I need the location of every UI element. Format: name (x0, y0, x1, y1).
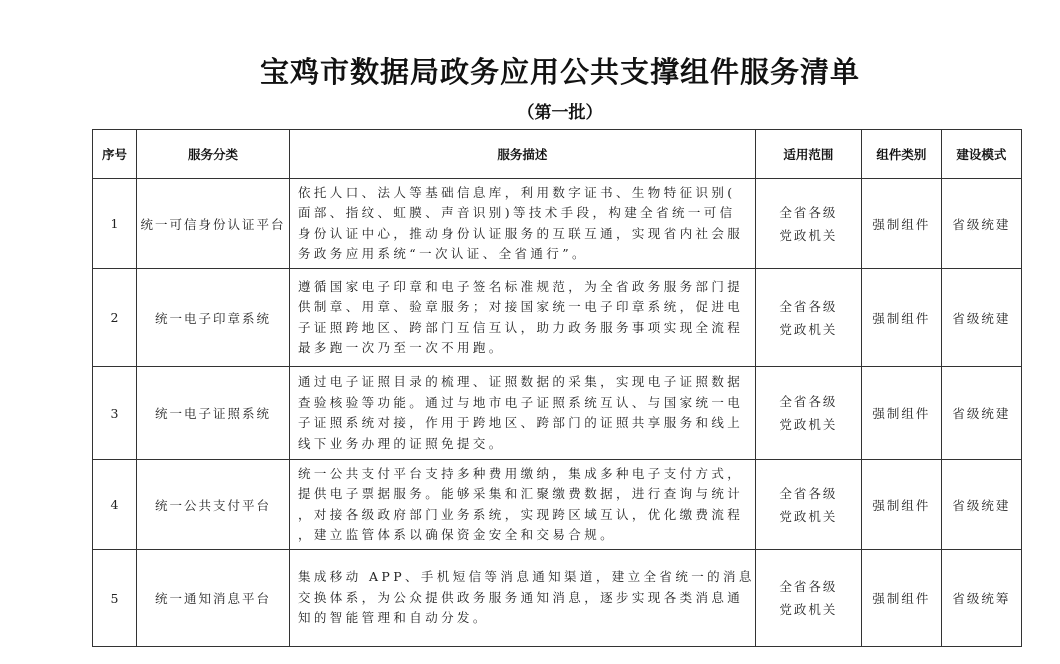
cell-build-mode: 省级统建 (941, 460, 1021, 550)
scope-line: 全省各级 (779, 298, 838, 314)
cell-description (290, 269, 756, 367)
cell-no: 1 (93, 179, 137, 269)
cell-build-mode: 省级统建 (941, 179, 1021, 269)
cell-description (290, 367, 756, 460)
scope-line: 党政机关 (779, 602, 838, 617)
cell-no: 5 (93, 550, 137, 647)
scope-line: 全省各级 (779, 394, 838, 409)
cell-component-type: 强制组件 (861, 550, 941, 647)
cell-category: 统一公共支付平台 (137, 460, 290, 550)
cell-build-mode: 省级统筹 (941, 550, 1021, 647)
description-line: 线下业务办理的证照免提交。 (298, 435, 505, 451)
cell-component-type: 强制组件 (861, 367, 941, 460)
scope-line: 全省各级 (779, 579, 838, 594)
description-line: 通过电子证照目录的梳理、证照数据的采集，实现电子证照数据 (298, 374, 744, 389)
description-line: 查验核验等功能。通过与地市电子证照系统互认、与国家统一电 (298, 394, 744, 410)
cell-no: 4 (93, 460, 137, 550)
description-line: 子证照系统对接，作用于跨地区、跨部门的证照共享服务和线上 (298, 415, 744, 430)
description-line: 面部、指纹、虹膜、声音识别)等技术手段，构建全省统一可信 (298, 205, 736, 220)
description-line: 统一公共支付平台支持多种费用缴纳，集成多种电子支付方式， (298, 465, 744, 481)
header-description: 服务描述 (290, 130, 756, 179)
table-row (93, 460, 1022, 550)
cell-build-mode: 省级统建 (941, 269, 1021, 367)
cell-component-type: 强制组件 (861, 460, 941, 550)
header-no: 序号 (93, 130, 137, 179)
description-line: 提供电子票据服务。能够采集和汇聚缴费数据，进行查询与统计 (298, 486, 744, 501)
cell-scope (755, 269, 861, 367)
table-row (93, 269, 1022, 367)
scope-line: 党政机关 (779, 227, 838, 243)
description-line: 知的智能管理和自动分发。 (298, 610, 489, 626)
cell-component-type: 强制组件 (861, 179, 941, 269)
cell-description (290, 460, 756, 550)
cell-no: 3 (93, 367, 137, 460)
cell-scope (755, 460, 861, 550)
description-line: ，对接各级政府部门业务系统，实现跨区域互认，优化缴费流程 (298, 506, 744, 522)
scope-line: 党政机关 (779, 417, 838, 432)
table-row (93, 550, 1022, 647)
cell-build-mode: 省级统建 (941, 367, 1021, 460)
scope-line: 党政机关 (779, 508, 838, 524)
document-title: 宝鸡市数据局政务应用公共支撑组件服务清单 (259, 55, 860, 89)
scope-line: 党政机关 (779, 321, 838, 337)
description-line: ，建立监管体系以确保资金安全和交易合规。 (298, 527, 617, 542)
description-line: 务政务应用系统“一次认证、全省通行”。 (298, 246, 588, 261)
cell-scope (755, 550, 861, 647)
cell-category: 统一可信身份认证平台 (137, 179, 290, 269)
cell-description (290, 179, 756, 269)
header-category: 服务分类 (137, 130, 290, 179)
description-line: 身份认证中心，推动身份认证服务的互联互通，实现省内社会服 (298, 225, 744, 241)
description-line: 遵循国家电子印章和电子签名标准规范，为全省政务服务部门提 (298, 278, 744, 294)
table-header-row (93, 130, 1022, 179)
scope-line: 全省各级 (779, 204, 838, 220)
header-component-type: 组件类别 (861, 130, 941, 179)
document-subtitle: （第一批） (517, 103, 603, 123)
description-line: 最多跑一次乃至一次不用跑。 (298, 340, 505, 355)
cell-scope (755, 367, 861, 460)
description-line: 集成移动 APP、手机短信等消息通知渠道，建立全省统一的消息 (298, 569, 755, 585)
table-row (93, 179, 1022, 269)
table-row (93, 367, 1022, 460)
cell-category: 统一电子证照系统 (137, 367, 290, 460)
cell-scope (755, 179, 861, 269)
description-line: 依托人口、法人等基础信息库，利用数字证书、生物特征识别( (298, 184, 736, 200)
description-line: 交换体系，为公众提供政务服务通知消息，逐步实现各类消息通 (298, 589, 744, 605)
cell-component-type: 强制组件 (861, 269, 941, 367)
description-line: 子证照跨地区、跨部门互信互认，助力政务服务事项实现全流程 (298, 319, 744, 335)
header-scope: 适用范围 (755, 130, 861, 179)
description-line: 供制章、用章、验章服务；对接国家统一电子印章系统，促进电 (298, 299, 744, 314)
cell-no: 2 (93, 269, 137, 367)
header-build-mode: 建设模式 (941, 130, 1021, 179)
scope-line: 全省各级 (779, 485, 838, 501)
cell-description (290, 550, 756, 647)
cell-category: 统一通知消息平台 (137, 550, 290, 647)
service-list-table (92, 129, 1022, 647)
cell-category: 统一电子印章系统 (137, 269, 290, 367)
